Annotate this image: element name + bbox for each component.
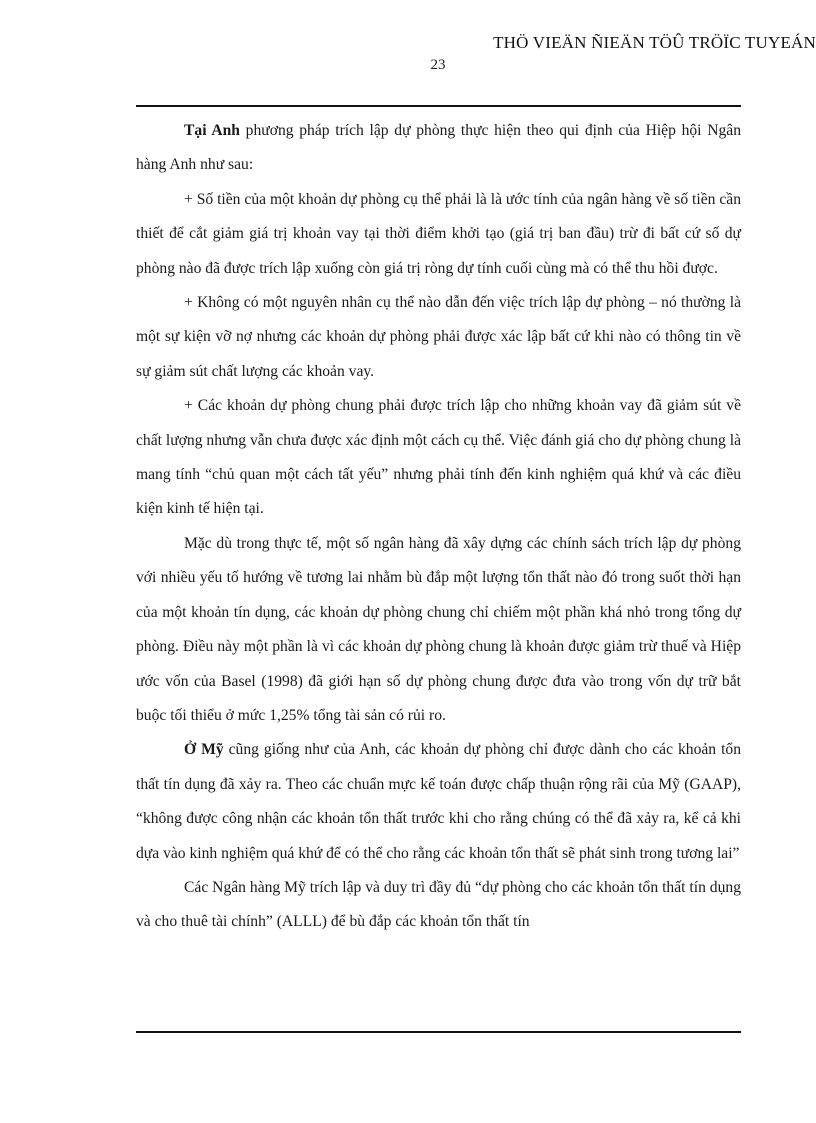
paragraph-text: Mặc dù trong thực tế, một số ngân hàng đã xây dựng các chính sách trích lập dự phòng với nhiều yếu tố hướng về tương lai nhằm bù đắp một lượng tổn thất nào đó trong suốt thời hạn của một khoản tín dụng, các khoản dự phòng chung chỉ chiếm một phần khá nhỏ trong tổng dự phòng. Điều này một phần là vì các khoản dự phòng chung là khoản được giảm trừ thuế và Hiệp ước vốn của Basel (1998) đã giới hạn số dự phòng chung được đưa vào trong vốn dự trữ bắt buộc tối thiểu ở mức 1,25% tổng tài sản có rủi ro. xyxy=(136,534,741,724)
paragraph-text: Các Ngân hàng Mỹ trích lập và duy trì đầy đủ “dự phòng cho các khoản tổn thất tín dụng và cho thuê tài chính” (ALLL) để bù đắp các khoản tổn thất tín xyxy=(136,878,741,931)
paragraph-mac-du xyxy=(136,527,741,733)
paragraph-o-my xyxy=(136,733,741,871)
bottom-divider xyxy=(136,1031,741,1033)
paragraph-item-3 xyxy=(136,389,741,527)
paragraph-cac-ngan-hang-my xyxy=(136,871,741,940)
paragraph-text: phương pháp trích lập dự phòng thực hiện theo qui định của Hiệp hội Ngân hàng Anh như sau: xyxy=(136,122,741,174)
paragraph-text: + Số tiền của một khoản dự phòng cụ thể phải là là ước tính của ngân hàng về số tiền cần thiết để cắt giảm giá trị khoản vay tại thời điểm khởi tạo (giá trị ban đầu) trừ đi bất cứ số dự phòng nào đã được trích lập xuống còn giá trị ròng dự tính cuối cùng mà có thể thu hồi được. xyxy=(136,190,741,277)
top-divider xyxy=(136,105,741,107)
paragraph-text: + Không có một nguyên nhân cụ thể nào dẫn đến việc trích lập dự phòng – nó thường là một sự kiện vỡ nợ nhưng các khoản dự phòng phải được xác lập bất cứ khi nào có thông tin về sự giảm sút chất lượng các khoản vay. xyxy=(136,294,741,380)
paragraph-text: + Các khoản dự phòng chung phải được trích lập cho những khoản vay đã giảm sút về chất lượng nhưng vẫn chưa được xác định một cách cụ thể. Việc đánh giá cho dự phòng chung là mang tính “chủ quan một cách tất yếu” nhưng phải tính đến kinh nghiệm quá khứ và các điều kiện kinh tế hiện tại. xyxy=(136,397,741,518)
paragraph-tai-anh xyxy=(136,114,741,183)
paragraph-item-2 xyxy=(136,286,741,389)
document-body xyxy=(136,114,741,940)
paragraph-item-1 xyxy=(136,183,741,286)
paragraph-text: cũng giống như của Anh, các khoản dự phòng chỉ được dành cho các khoản tổn thất tín dụng đã xảy ra. Theo các chuẩn mực kế toán được chấp thuận rộng rãi của Mỹ (GAAP), “không được công nhận các khoản tổn thất trước khi cho rằng chúng có thể đã xảy ra, kể cả khi dựa vào kinh nghiệm quá khứ để có thể cho rằng các khoản tổn thất sẽ phát sinh trong tương lai” xyxy=(136,741,742,862)
page-number: 23 xyxy=(430,57,446,73)
paragraph-lead: Ở Mỹ xyxy=(184,741,224,759)
paragraph-lead: Tại Anh xyxy=(184,122,240,139)
header-watermark: THÖ VIEÄN ÑIEÄN TÖÛ TRÖÏC TUYEÁN xyxy=(493,33,816,52)
